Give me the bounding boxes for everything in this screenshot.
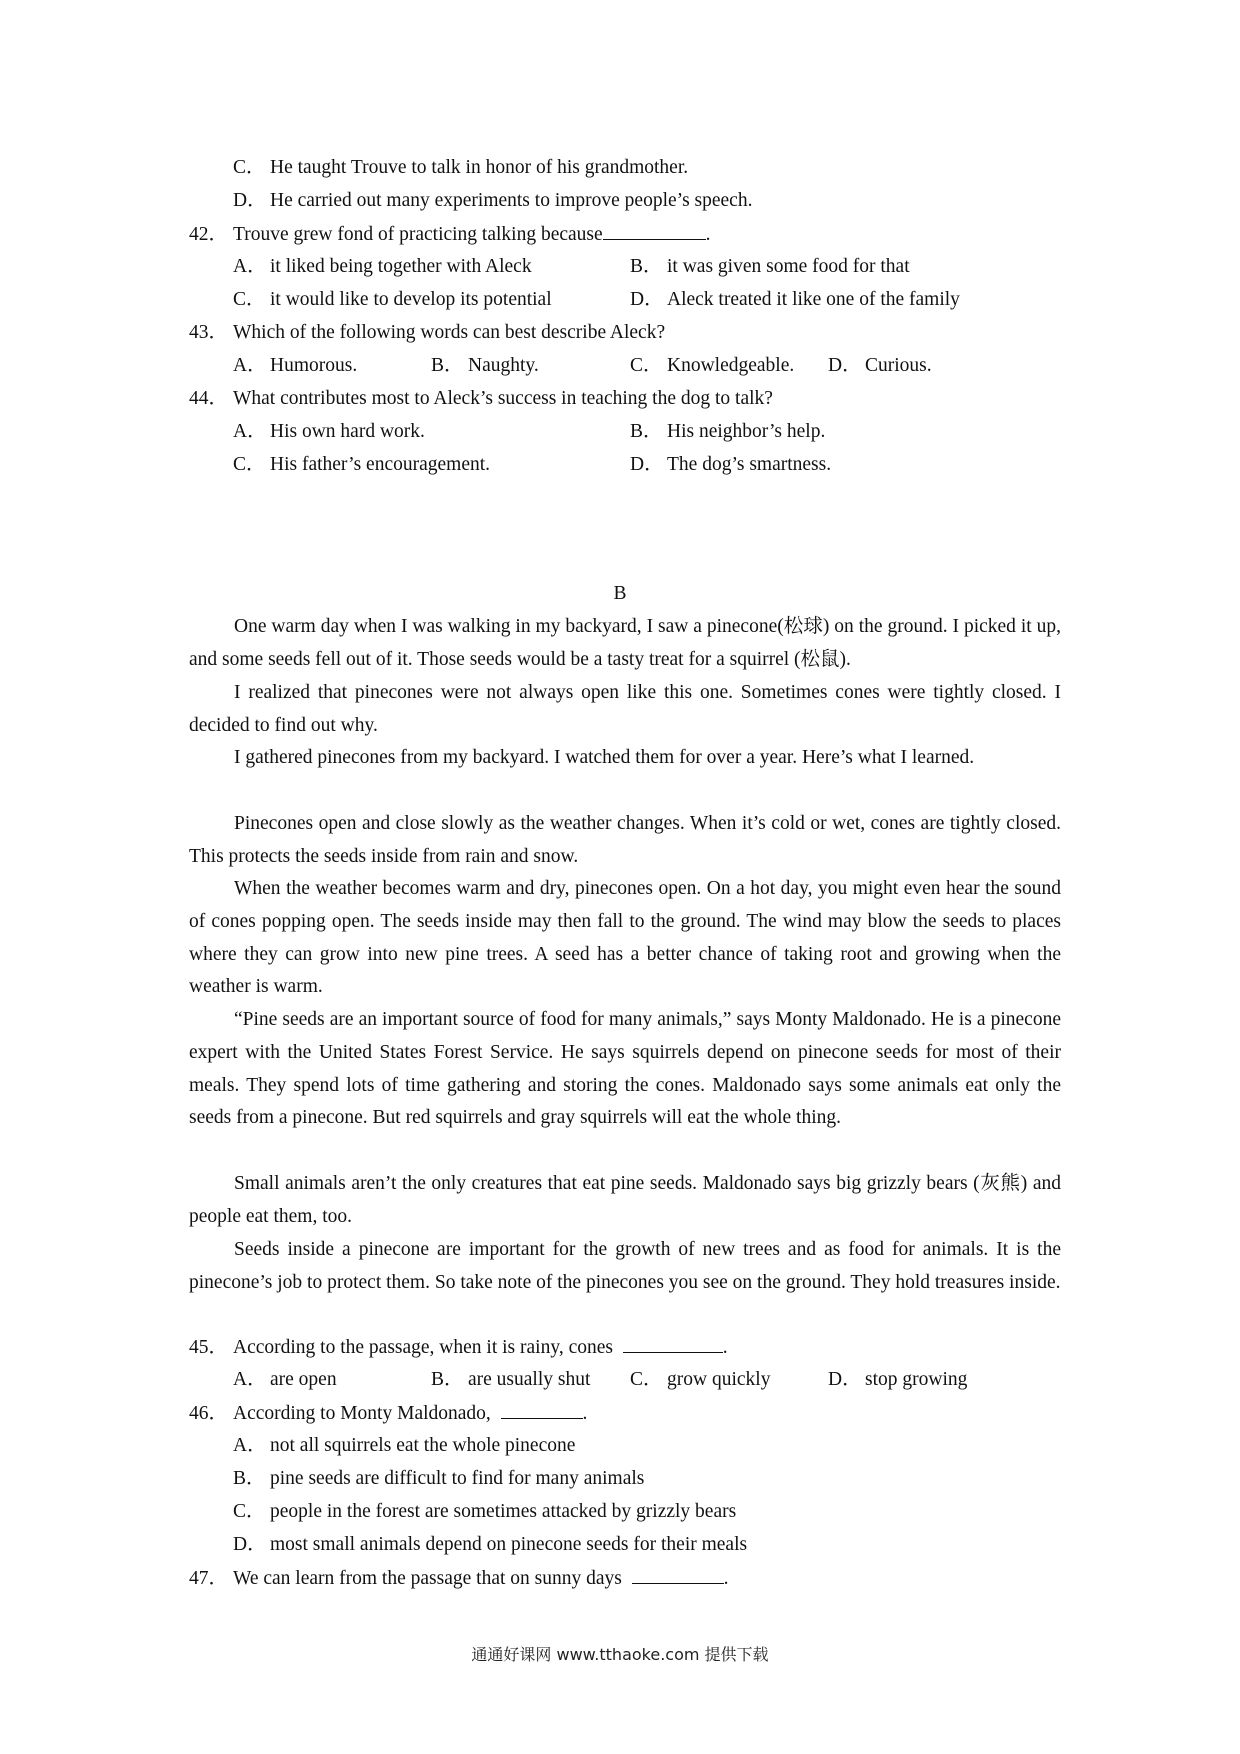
answer-blank (632, 1566, 724, 1584)
option-text: His neighbor’s help. (667, 421, 826, 442)
option-letter: B． (233, 1468, 266, 1489)
option-text: are open (270, 1369, 337, 1390)
question-42-option-c (233, 288, 552, 312)
question-text: Which of the following words can best describe Aleck? (233, 322, 666, 343)
question-end: . (722, 1337, 728, 1358)
question-43-option-b (431, 354, 539, 378)
question-number: 46． (189, 1403, 229, 1424)
option-letter: C． (233, 289, 266, 310)
option-letter: C． (630, 1369, 663, 1390)
question-number: 43． (189, 322, 229, 343)
question-43-option-c (630, 354, 794, 378)
question-number: 47． (189, 1568, 229, 1589)
question-number: 45． (189, 1337, 229, 1358)
option-letter: A． (233, 1369, 267, 1390)
question-number: 44． (189, 388, 229, 409)
option-text: Humorous. (270, 355, 358, 376)
option-text: are usually shut (468, 1369, 591, 1390)
answer-blank (501, 1401, 583, 1419)
question-46-option-c (233, 1500, 736, 1524)
option-text: Naughty. (468, 355, 539, 376)
option-letter: B． (630, 256, 663, 277)
option-text: Knowledgeable. (667, 355, 795, 376)
option-letter: A． (233, 256, 267, 277)
option-text: people in the forest are sometimes attacked by grizzly bears (270, 1501, 737, 1522)
q41-option-c (233, 156, 688, 180)
option-letter: B． (431, 355, 464, 376)
question-43-stem (189, 321, 665, 345)
option-letter: A． (233, 1435, 267, 1456)
option-letter: C． (233, 1501, 266, 1522)
passage-paragraph-4: Pinecones open and close slowly as the weather changes. When it’s cold or wet, cones are tightly closed. This protects the seeds inside from rain and snow. (189, 813, 1061, 867)
passage-paragraph-6: “Pine seeds are an important source of food for many animals,” says Monty Maldonado. He is a pinecone expert with the United States Forest Service. He says squirrels depend on pinecone seeds for most of their meals. They spend lots of time gathering and storing the cones. Maldonado says some animals eat only the seeds from a pinecone. But red squirrels and gray squirrels will eat the whole thing. (189, 1009, 1061, 1129)
option-text: it liked being together with Aleck (270, 256, 532, 277)
answer-blank (603, 222, 706, 240)
option-text: The dog’s smartness. (667, 454, 832, 475)
question-43-option-d (828, 354, 932, 378)
question-text: According to the passage, when it is rainy, cones (233, 1337, 613, 1358)
question-text: Trouve grew fond of practicing talking because (233, 224, 603, 245)
option-letter: C． (233, 454, 266, 475)
option-text: He taught Trouve to talk in honor of his grandmother. (270, 157, 689, 178)
question-45-option-b (431, 1368, 590, 1392)
option-text: His father’s encouragement. (270, 454, 491, 475)
question-text: According to Monty Maldonado, (233, 1403, 491, 1424)
passage-paragraph-2: I realized that pinecones were not always open like this one. Sometimes cones were tightly closed. I decided to find out why. (189, 682, 1061, 736)
question-47-stem (189, 1566, 728, 1591)
passage-paragraph-5: When the weather becomes warm and dry, pinecones open. On a hot day, you might even hear the sound of cones popping open. The seeds inside may then fall to the ground. The wind may blow the seeds to places where they can grow into new pine trees. A seed has a better chance of taking root and growing when the weather is warm. (189, 878, 1061, 998)
option-letter: A． (233, 355, 267, 376)
question-46-option-b (233, 1467, 644, 1491)
question-44-option-a (233, 420, 425, 444)
question-46-stem (189, 1401, 587, 1426)
option-letter: B． (431, 1369, 464, 1390)
page-footer: 通通好课网 www.tthaoke.com 提供下载 (471, 1645, 769, 1664)
option-text: grow quickly (667, 1369, 771, 1390)
section-heading: B (613, 583, 627, 604)
option-letter: C． (630, 355, 663, 376)
question-44-stem (189, 387, 773, 411)
option-text: it would like to develop its potential (270, 289, 552, 310)
question-45-option-d (828, 1368, 967, 1392)
question-end: . (705, 224, 711, 245)
option-text: His own hard work. (270, 421, 425, 442)
question-43-option-a (233, 354, 357, 378)
question-44-option-d (630, 453, 831, 477)
passage-paragraph-3: I gathered pinecones from my backyard. I watched them for over a year. Here’s what I learned. (234, 747, 975, 768)
question-42-option-d (630, 288, 960, 312)
option-letter: B． (630, 421, 663, 442)
option-text: Curious. (865, 355, 932, 376)
question-42-option-a (233, 255, 532, 279)
option-letter: D． (828, 355, 862, 376)
question-text: We can learn from the passage that on sunny days (233, 1568, 622, 1589)
q41-option-d (233, 189, 752, 213)
option-text: pine seeds are difficult to find for many animals (270, 1468, 645, 1489)
option-letter: C． (233, 157, 266, 178)
question-44-option-b (630, 420, 825, 444)
question-46-option-a (233, 1434, 575, 1458)
question-end: . (582, 1403, 588, 1424)
question-42-stem (189, 222, 711, 247)
question-end: . (723, 1568, 729, 1589)
option-text: most small animals depend on pinecone seeds for their meals (270, 1534, 748, 1555)
passage-paragraph-8: Seeds inside a pinecone are important for the growth of new trees and as food for animals. It is the pinecone’s job to protect them. So take note of the pinecones you see on the ground. They hold treasures inside. (189, 1239, 1061, 1293)
question-46-option-d (233, 1533, 747, 1557)
option-text: He carried out many experiments to improve people’s speech. (270, 190, 753, 211)
option-letter: D． (828, 1369, 862, 1390)
option-text: it was given some food for that (667, 256, 910, 277)
option-text: Aleck treated it like one of the family (667, 289, 960, 310)
question-number: 42． (189, 224, 229, 245)
option-letter: D． (233, 190, 267, 211)
question-44-option-c (233, 453, 490, 477)
option-letter: A． (233, 421, 267, 442)
option-letter: D． (630, 289, 664, 310)
question-45-option-c (630, 1368, 770, 1392)
question-42-option-b (630, 255, 910, 279)
question-text: What contributes most to Aleck’s success in teaching the dog to talk? (233, 388, 773, 409)
option-text: stop growing (865, 1369, 968, 1390)
option-letter: D． (233, 1534, 267, 1555)
answer-blank (623, 1335, 723, 1353)
passage-paragraph-7: Small animals aren’t the only creatures that eat pine seeds. Maldonado says big grizzly bears (灰熊) and people eat them, too. (189, 1173, 1061, 1227)
option-letter: D． (630, 454, 664, 475)
passage-paragraph-1: One warm day when I was walking in my backyard, I saw a pinecone(松球) on the ground. I picked it up, and some seeds fell out of it. Those seeds would be a tasty treat for a squirrel (松鼠). (189, 616, 1061, 670)
question-45-option-a (233, 1368, 337, 1392)
question-45-stem (189, 1335, 728, 1360)
option-text: not all squirrels eat the whole pinecone (270, 1435, 576, 1456)
